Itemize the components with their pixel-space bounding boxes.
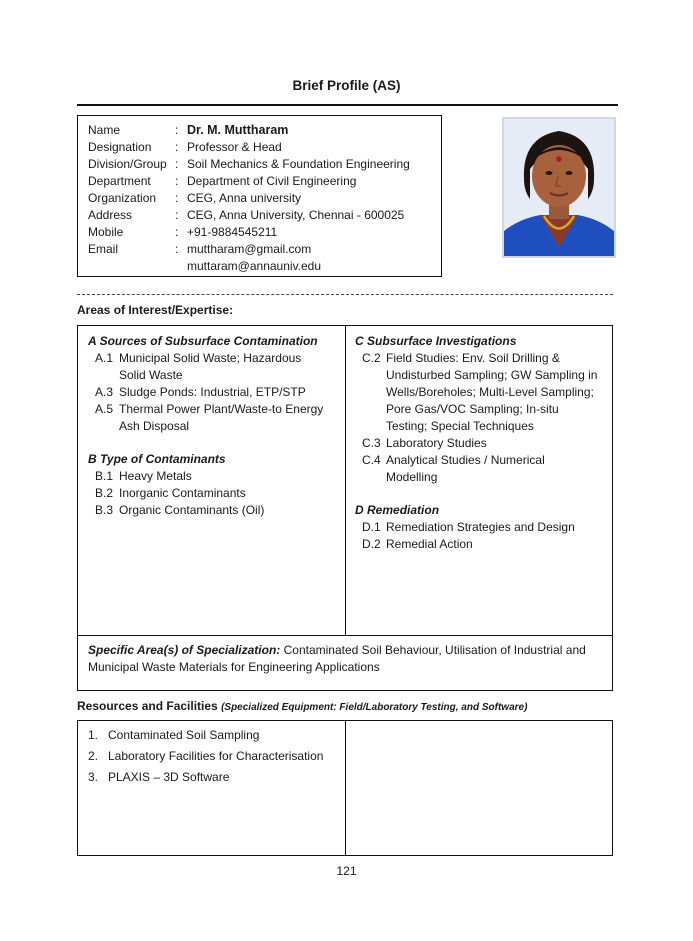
area-item-b3	[88, 502, 340, 519]
group-d-letter: D	[355, 503, 364, 517]
area-text: Thermal Power Plant/Waste-to Energy	[119, 402, 324, 416]
area-item-d1	[355, 519, 609, 536]
resources-table	[77, 720, 613, 856]
area-text-cont: Ash Disposal	[119, 419, 190, 433]
areas-heading: Areas of Interest/Expertise:	[77, 303, 234, 317]
group-b-heading	[88, 451, 340, 468]
list-text: Laboratory Facilities for Characterisation	[108, 749, 324, 763]
area-text: Remedial Action	[386, 537, 473, 551]
portrait-illustration	[504, 119, 614, 256]
profile-info-box	[77, 115, 442, 277]
group-a-heading	[88, 333, 340, 350]
area-text-cont: Solid Waste	[119, 368, 183, 382]
area-text: Field Studies: Env. Soil Drilling &	[386, 351, 560, 365]
area-item-c3	[355, 435, 609, 452]
area-item-b1	[88, 468, 340, 485]
email-link[interactable]: muttharam@gmail.com	[187, 242, 312, 256]
area-code: D.1	[362, 520, 381, 534]
area-text-cont: Modelling	[386, 470, 438, 484]
department-value: Department of Civil Engineering	[187, 174, 357, 188]
areas-left-column	[88, 333, 340, 519]
list-item	[88, 769, 343, 790]
area-text: Municipal Solid Waste; Hazardous	[119, 351, 302, 365]
email-separator: :	[175, 242, 179, 256]
mobile-label: Mobile	[88, 225, 124, 239]
mobile-value: +91-9884545211	[187, 225, 278, 239]
area-code: A.5	[95, 402, 114, 416]
division-value: Soil Mechanics & Foundation Engineering	[187, 157, 410, 171]
list-text: Contaminated Soil Sampling	[108, 728, 260, 742]
group-a-letter: A	[88, 334, 97, 348]
department-separator: :	[175, 174, 179, 188]
area-item-c2	[355, 350, 609, 435]
group-d-title: Remediation	[367, 503, 440, 517]
page-number: 121	[336, 864, 357, 878]
designation-value: Professor & Head	[187, 140, 282, 154]
area-item-c4	[355, 452, 609, 486]
list-number: 1.	[88, 728, 99, 742]
list-number: 3.	[88, 770, 99, 784]
mobile-separator: :	[175, 225, 179, 239]
organization-separator: :	[175, 191, 179, 205]
area-code: B.1	[95, 469, 114, 483]
area-code: A.1	[95, 351, 114, 365]
areas-table	[77, 325, 613, 691]
area-text: Heavy Metals	[119, 469, 192, 483]
page-title: Brief Profile (AS)	[292, 78, 401, 93]
resources-list	[88, 727, 343, 790]
name-label: Name	[88, 123, 121, 137]
group-c-letter: C	[355, 334, 364, 348]
area-item-a3	[88, 384, 340, 401]
area-text: Laboratory Studies	[386, 436, 487, 450]
address-separator: :	[175, 208, 179, 222]
area-item-a1	[88, 350, 340, 384]
area-text: Organic Contaminants (Oil)	[119, 503, 265, 517]
area-code: C.3	[362, 436, 381, 450]
list-item	[88, 748, 343, 769]
area-text: Inorganic Contaminants	[119, 486, 246, 500]
specialization-text	[88, 642, 608, 676]
department-label: Department	[88, 174, 151, 188]
list-number: 2.	[88, 749, 99, 763]
resources-column-divider	[345, 721, 346, 855]
area-code: A.3	[95, 385, 114, 399]
division-label: Division/Group	[88, 157, 167, 171]
organization-label: Organization	[88, 191, 157, 205]
area-code: C.4	[362, 453, 381, 467]
area-text: Analytical Studies / Numerical	[386, 453, 545, 467]
area-text: Remediation Strategies and Design	[386, 520, 575, 534]
area-item-a5	[88, 401, 340, 435]
specialization-label: Specific Area(s) of Specialization:	[88, 643, 281, 657]
resources-subtitle: (Specialized Equipment: Field/Laboratory Testing, and Software)	[221, 702, 528, 713]
area-text-cont: Testing; Special Techniques	[386, 419, 534, 433]
area-text-cont: Wells/Boreholes; Multi-Level Sampling;	[386, 385, 594, 399]
area-item-d2	[355, 536, 609, 553]
email-label: Email	[88, 242, 119, 256]
division-separator: :	[175, 157, 179, 171]
designation-separator: :	[175, 140, 179, 154]
organization-value: CEG, Anna university	[187, 191, 302, 205]
area-item-b2	[88, 485, 340, 502]
address-label: Address	[88, 208, 133, 222]
designation-label: Designation	[88, 140, 152, 154]
resources-title: Resources and Facilities	[77, 699, 218, 713]
area-text-cont: Pore Gas/VOC Sampling; In-situ	[386, 402, 559, 416]
list-item	[88, 727, 343, 748]
area-text-cont: Undisturbed Sampling; GW Sampling in	[386, 368, 598, 382]
email-link-secondary[interactable]: muttaram@annauniv.edu	[187, 259, 322, 273]
area-code: D.2	[362, 537, 381, 551]
section-divider-dashed	[77, 294, 613, 295]
title-divider	[77, 104, 618, 106]
name-separator: :	[175, 123, 179, 137]
area-code: B.3	[95, 503, 114, 517]
areas-row-divider	[78, 635, 612, 636]
name-value: Dr. M. Muttharam	[187, 123, 289, 137]
area-text: Sludge Ponds: Industrial, ETP/STP	[119, 385, 306, 399]
group-c-heading	[355, 333, 609, 350]
area-code: C.2	[362, 351, 381, 365]
list-text: PLAXIS – 3D Software	[108, 770, 230, 784]
group-c-title: Subsurface Investigations	[367, 334, 517, 348]
group-b-title: Type of Contaminants	[100, 452, 226, 466]
specialization-value: Contaminated Soil Behaviour, Utilisation of Industrial and Municipal Waste Materials for Engineering Applications	[88, 643, 586, 674]
profile-photo	[502, 117, 616, 258]
areas-right-column	[355, 333, 609, 553]
group-a-title: Sources of Subsurface Contamination	[99, 334, 318, 348]
group-d-heading	[355, 502, 609, 519]
areas-column-divider	[345, 326, 346, 635]
address-value: CEG, Anna University, Chennai - 600025	[187, 208, 405, 222]
resources-heading	[77, 699, 527, 713]
area-code: B.2	[95, 486, 114, 500]
group-b-letter: B	[88, 452, 97, 466]
